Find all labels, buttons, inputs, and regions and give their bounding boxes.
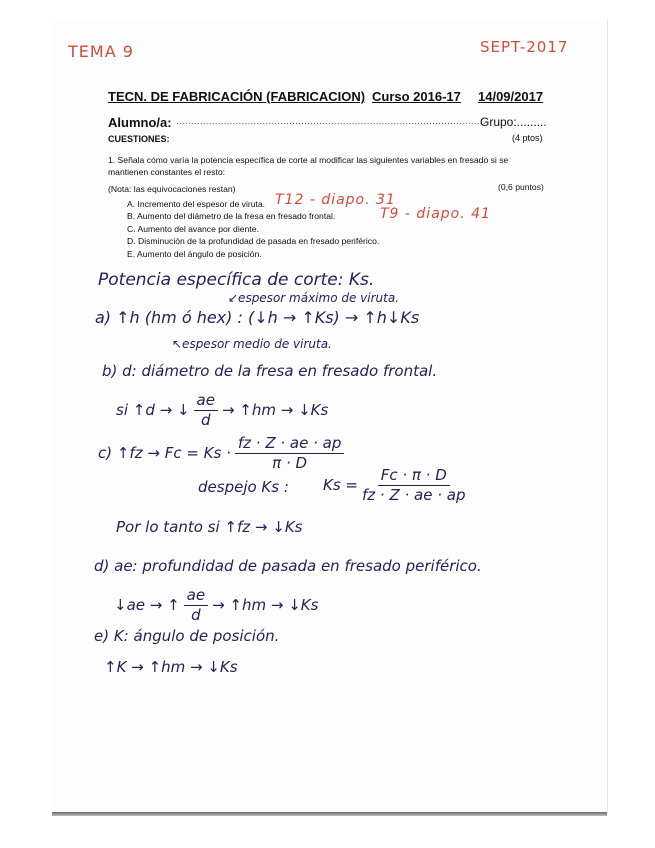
answer-d: d) ae: profundidad de pasada en fresado periférico. (94, 557, 482, 575)
nota: (Nota: las equivocaciones restan) (108, 184, 236, 194)
note-option-a: T12 - diapo. 31 (275, 192, 396, 208)
alumno-dots: ........................................................................................................ (176, 116, 486, 127)
question-1-points: (0,6 puntos) (498, 182, 544, 192)
grupo-label: Grupo:......... (480, 115, 547, 129)
alumno-label: Alumno/a: (108, 115, 172, 130)
answer-c-ks-formula (323, 468, 469, 503)
answer-c-pre: c) ↑fz → Fc = Ks · (98, 444, 231, 462)
answer-c-num: fz · Z · ae · ap (235, 436, 344, 454)
question-1-text: 1. Señala cómo varía la potencia específica de corte al modificar las siguientes variables en fresado si se (108, 155, 509, 165)
date-note: SEPT-2017 (480, 38, 569, 56)
tema-label: TEMA 9 (68, 42, 134, 61)
answer-b-formula (116, 393, 328, 428)
answer-d-num: ae (184, 588, 208, 606)
option-a: A. Incremento del espesor de viruta. (127, 199, 266, 209)
answer-b-post: → ↑hm → ↓Ks (221, 401, 329, 419)
option-d: D. Disminución de la profundidad de pasada en fresado periférico. (127, 236, 380, 246)
page-edge (52, 812, 607, 816)
answer-b-pre: si ↑d → ↓ (116, 401, 190, 419)
answer-d-pre: ↓ae → ↑ (114, 596, 180, 614)
answer-a-note-top: ↙espesor máximo de viruta. (228, 291, 400, 305)
course-title: TECN. DE FABRICACIÓN (FABRICACION) (108, 89, 366, 104)
answer-b: b) d: diámetro de la fresa en fresado frontal. (102, 362, 438, 380)
answer-a-note-bottom: ↖espesor medio de viruta. (172, 337, 332, 351)
option-c: C. Aumento del avance por diente. (127, 224, 259, 234)
answer-c-despejo: despejo Ks : (198, 478, 289, 496)
answer-c-ks: Ks = (323, 476, 358, 494)
answer-c-fraction (235, 436, 344, 471)
answer-d-fraction (184, 588, 208, 623)
option-b: B. Aumento del diámetro de la fresa en fresado frontal. (127, 211, 336, 221)
answer-d-post: → ↑hm → ↓Ks (212, 596, 319, 614)
answer-c-num-2: Fc · π · D (378, 468, 450, 486)
answer-d-formula (114, 588, 318, 623)
answer-e-result: ↑K → ↑hm → ↓Ks (104, 658, 238, 676)
note-option-b: T9 - diapo. 41 (380, 206, 491, 222)
exam-date: 14/09/2017 (478, 89, 544, 104)
points-total: (4 ptos) (512, 133, 543, 143)
answer-b-den: d (200, 411, 211, 429)
answer-e: e) K: ángulo de posición. (94, 627, 280, 645)
course-year: Curso 2016-17 (372, 89, 461, 104)
answer-heading: Potencia específica de corte: Ks. (98, 270, 375, 290)
answer-b-num: ae (194, 393, 218, 411)
cuestiones-label: CUESTIONES: (108, 134, 170, 144)
answer-c-fraction-2 (362, 468, 465, 503)
answer-d-den: d (191, 606, 201, 624)
option-e: E. Aumento del ángulo de posición. (127, 249, 262, 259)
answer-c-den-2: fz · Z · ae · ap (362, 486, 466, 504)
answer-c-formula (98, 436, 348, 471)
answer-c-den: π · D (272, 454, 308, 472)
answer-a: a) ↑h (hm ó hex) : (↓h → ↑Ks) → ↑h↓Ks (95, 308, 420, 327)
answer-c-conclusion: Por lo tanto si ↑fz → ↓Ks (116, 518, 303, 536)
answer-b-fraction (194, 393, 218, 428)
question-1-text-cont: mantienen constantes el resto: (108, 167, 226, 177)
